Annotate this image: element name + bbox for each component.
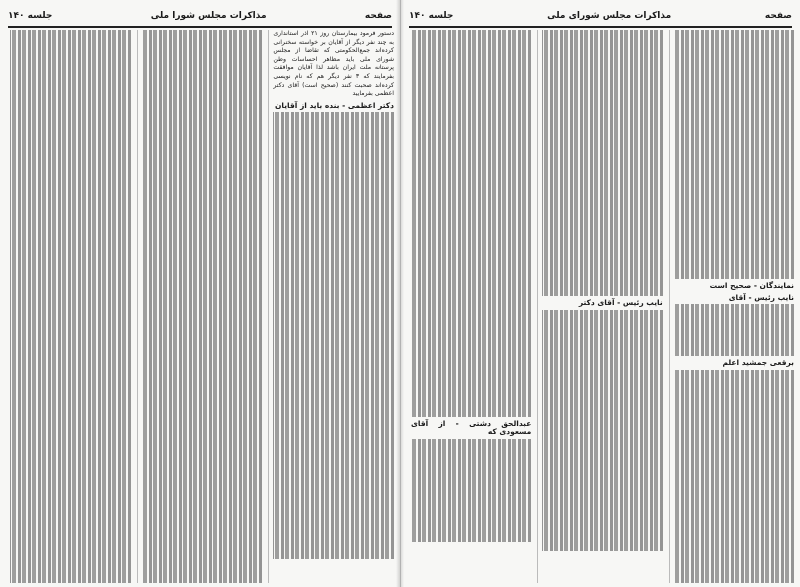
book-gutter	[396, 0, 404, 587]
left-page-columns	[6, 30, 394, 583]
right-page-header	[409, 8, 792, 24]
header-rule	[8, 26, 392, 28]
header-rule	[409, 26, 792, 28]
text-column	[537, 30, 662, 583]
text-column	[268, 30, 394, 583]
section-heading: نمایندگان - صحیح است	[709, 281, 794, 291]
right-page	[400, 0, 800, 587]
section-heading: برقعی جمشید اعلم	[722, 357, 794, 367]
page-label: صفحه	[764, 11, 792, 21]
text-column	[669, 30, 794, 583]
page-label: صفحه	[364, 11, 392, 21]
section-heading: نایب رئیس - آقای	[728, 292, 794, 302]
right-page-columns	[407, 30, 794, 583]
session-label: جلسه ۱۴۰	[8, 11, 53, 21]
session-label: جلسه ۱۴۰	[409, 11, 454, 21]
page-title: مذاکرات مجلس شورای ملی	[547, 11, 672, 21]
paragraph: دستور فرمود بیمارستان روز ۲۱ آذر استانداری به چند نفر دیگر از آقایان بر خواسته سخنرانی کرده‌اند جمع‌الحکومتی که تقاضا از مجلس شورای ملی باید مظاهر احساسات وطن پرستانه ملت ایران باشد لذا آقایان موافقت بفرمایند که ۳ نفر دیگر هم که نام نویسی کرده‌اند صحبت کنند (صحیح است) آقای دکتر اعظمی بفرمایید	[273, 30, 394, 98]
text-column	[6, 30, 131, 583]
page-title: مذاکرات مجلس شورا ملی	[150, 11, 267, 21]
text-column	[407, 30, 531, 583]
left-page-header	[8, 8, 392, 24]
text-column	[137, 30, 263, 583]
section-heading: عبدالحق دشتی - از آقای مسعودی که	[411, 418, 532, 437]
section-heading: نایب رئیس - آقای دکتر	[578, 298, 663, 308]
section-heading: دکتر اعظمی - بنده باید از آقایان	[275, 100, 394, 110]
